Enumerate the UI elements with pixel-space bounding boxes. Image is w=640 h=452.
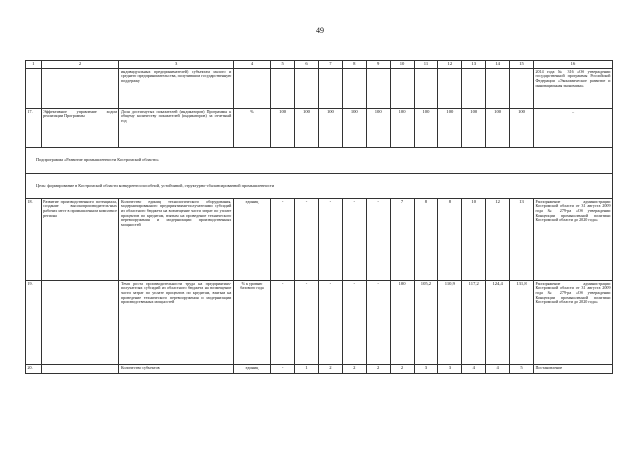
subprogram-title: Подпрограмма «Развитие промышленности Костромской области» <box>26 148 613 174</box>
page-number: 49 <box>316 26 324 35</box>
value-cell: - <box>366 281 390 365</box>
indicator-name: индивидуальных предпринимателей) субъектам малого и среднего предпринимательства, получившим государственную поддержку <box>119 69 233 109</box>
value-cell: - <box>295 199 319 281</box>
value-cell: 7 <box>390 199 414 281</box>
value-cell: 2 <box>366 365 390 374</box>
table-row-18 <box>26 199 613 281</box>
row-number: 17. <box>26 109 42 148</box>
column-number: 12 <box>438 61 462 69</box>
value-cell: 131,8 <box>510 281 534 365</box>
value-cell: 4 <box>486 365 510 374</box>
unit: единиц <box>233 199 270 281</box>
column-number: 4 <box>233 61 270 69</box>
task-name: Развитие производственного потенциала, создание высокопроизводитель-ных рабочих мест в промышленном комплексе региона <box>41 199 119 281</box>
column-number: 10 <box>390 61 414 69</box>
column-number: 2 <box>41 61 119 69</box>
legal-basis: 2014 года № 316 «Об утверждении государственной программы Российской Федерации «Экономическое развитие и инновационная экономика» <box>533 69 612 109</box>
value-cell: - <box>342 199 366 281</box>
value-cell: 2 <box>390 365 414 374</box>
subprogram-row <box>26 148 613 174</box>
column-number: 11 <box>414 61 438 69</box>
value-cell: - <box>342 281 366 365</box>
legal-basis: – <box>533 109 612 148</box>
column-number: 3 <box>119 61 233 69</box>
value-cell: 100 <box>295 109 319 148</box>
column-number: 8 <box>342 61 366 69</box>
value-cell: 8 <box>414 199 438 281</box>
indicator-name: Темп роста производительности труда на предприятиях-получателях субсидий из областного бюджета на возмещение части затрат по уплате процентов по кредитам, взятым на проведение технического перевооружения и модернизации производственных мощностей <box>119 281 233 365</box>
value-cell: 110,9 <box>438 281 462 365</box>
value-cell: 1 <box>295 365 319 374</box>
value-cell: 8 <box>438 199 462 281</box>
column-number: 5 <box>271 61 295 69</box>
value-cell: 100 <box>510 109 534 148</box>
value-cell: 100 <box>318 109 342 148</box>
value-cell: - <box>271 281 295 365</box>
row-number: 20. <box>26 365 42 374</box>
value-cell: 12 <box>486 199 510 281</box>
value-cell: - <box>295 281 319 365</box>
legal-basis: Распоряжение администрации Костромской области от 31 августа 2009 года № 279-ра «Об утверждении Концепции промышленной политики Костромской области до 2020 года» <box>533 281 612 365</box>
value-cell: 3 <box>414 365 438 374</box>
value-cell: 2 <box>342 365 366 374</box>
indicator-name: Доля достигнутых показателей (индикаторов) Программы к общему количеству показателей (индикаторов) за отчетный год <box>119 109 233 148</box>
value-cell: 5 <box>510 365 534 374</box>
row-number: 18. <box>26 199 42 281</box>
unit: % к уровню базового года <box>233 281 270 365</box>
column-number: 15 <box>510 61 534 69</box>
value-cell: - <box>271 365 295 374</box>
value-cell: - <box>318 281 342 365</box>
column-number: 9 <box>366 61 390 69</box>
indicator-name: Количество субъектов <box>119 365 233 374</box>
goal-row <box>26 174 613 199</box>
indicator-name: Количество единиц технологического оборудования, модернизированного предприятиями-получателями субсидий из областного бюджета на возмещение части затрат по уплате процентов по кредитам, взятым на проведение технического перевооружения и модернизации производственных мощностей <box>119 199 233 281</box>
table-row-20 <box>26 365 613 374</box>
column-number: 14 <box>486 61 510 69</box>
column-number: 13 <box>462 61 486 69</box>
value-cell: 100 <box>271 109 295 148</box>
column-number: 6 <box>295 61 319 69</box>
value-cell: 100 <box>390 109 414 148</box>
task-name: Эффективное управление ходом реализации Программы <box>41 109 119 148</box>
value-cell: 100 <box>462 109 486 148</box>
legal-basis: Распоряжение администрации Костромской области от 31 августа 2009 года № 279-ра «Об утверждении Концепции промышленной политики Костромской области до 2020 года» <box>533 199 612 281</box>
table-row-17 <box>26 109 613 148</box>
value-cell: 3 <box>438 365 462 374</box>
value-cell: 100 <box>390 281 414 365</box>
row-number: 19. <box>26 281 42 365</box>
value-cell: 4 <box>462 365 486 374</box>
column-number: 7 <box>318 61 342 69</box>
value-cell: 105,2 <box>414 281 438 365</box>
table-row-continuation <box>26 69 613 109</box>
column-number-row <box>26 61 613 69</box>
column-number: 16 <box>533 61 612 69</box>
value-cell: 100 <box>342 109 366 148</box>
unit: единиц <box>233 365 270 374</box>
column-number: 1 <box>26 61 42 69</box>
value-cell: 100 <box>414 109 438 148</box>
value-cell: 100 <box>366 109 390 148</box>
value-cell: 100 <box>486 109 510 148</box>
value-cell: - <box>318 199 342 281</box>
value-cell: 2 <box>318 365 342 374</box>
value-cell: 124,4 <box>486 281 510 365</box>
value-cell: 13 <box>510 199 534 281</box>
legal-basis: Постановление <box>533 365 612 374</box>
goal-title: Цель: формирование в Костромской области конкурентоспособной, устойчивой, структурно-сбалансированной промышленности <box>26 174 613 199</box>
value-cell: - <box>366 199 390 281</box>
indicator-table <box>25 60 613 374</box>
unit: % <box>233 109 270 148</box>
table-row-19 <box>26 281 613 365</box>
value-cell: - <box>271 199 295 281</box>
value-cell: 10 <box>462 199 486 281</box>
value-cell: 117,2 <box>462 281 486 365</box>
value-cell: 100 <box>438 109 462 148</box>
